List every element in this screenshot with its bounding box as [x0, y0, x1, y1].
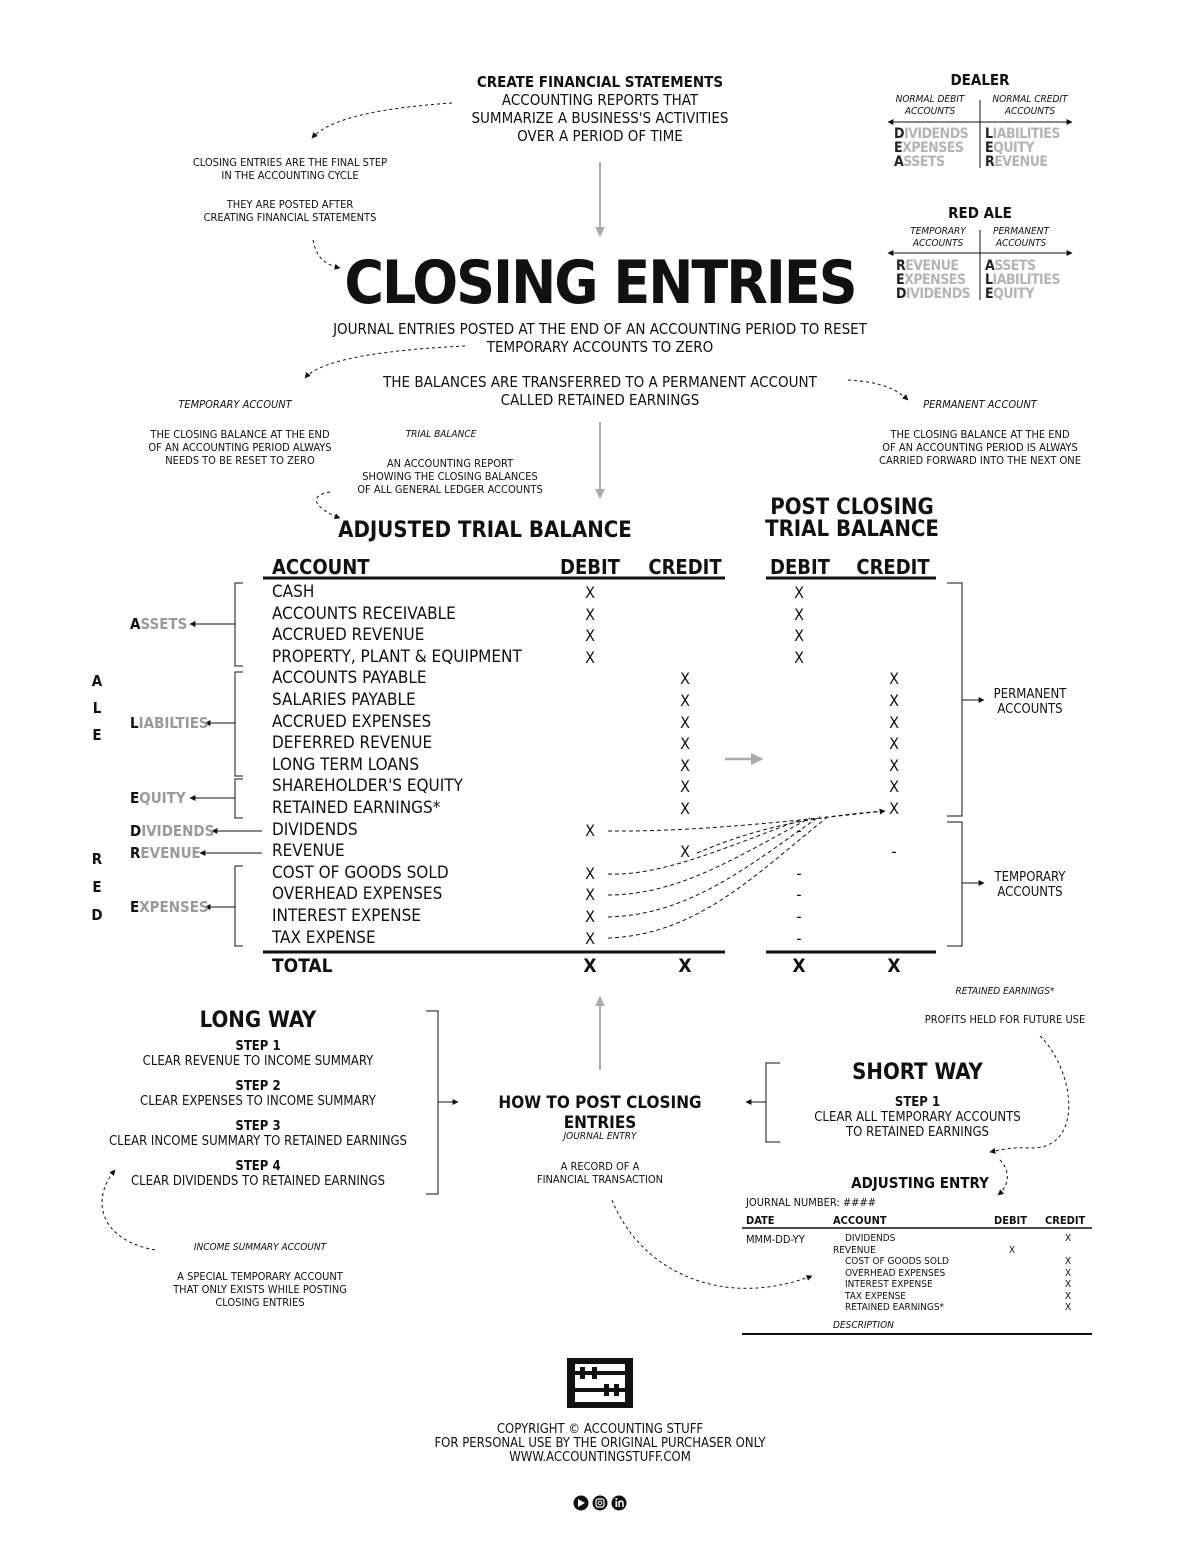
- adj-credit: X: [1065, 1256, 1072, 1267]
- pctb-title: [752, 497, 952, 541]
- adj-account: DIVIDENDS: [845, 1233, 896, 1244]
- mnemo-item: EQUITY: [985, 286, 1034, 302]
- long-way-title: LONG WAY: [199, 1008, 317, 1033]
- ale-mnemonic: [88, 668, 106, 749]
- adjusting-entry-title: ADJUSTING ENTRY: [851, 1174, 989, 1192]
- note-line: THE CLOSING BALANCE AT THE END: [890, 428, 1070, 441]
- step-label: STEP 1: [235, 1039, 281, 1054]
- adj-credit: X: [1065, 1279, 1072, 1290]
- adj-credit: X: [1065, 1233, 1072, 1244]
- mnemo-item: REVENUE: [896, 258, 959, 274]
- label-line: ACCOUNTS: [997, 702, 1063, 717]
- note-line: OF AN ACCOUNTING PERIOD IS ALWAYS: [882, 441, 1078, 454]
- note-line: OF AN ACCOUNTING PERIOD ALWAYS: [148, 441, 332, 454]
- post-credit-mark: X: [889, 734, 899, 754]
- account-name: ACCRUED REVENUE: [272, 625, 425, 646]
- total-post-debit: X: [792, 955, 806, 977]
- social-icons: [574, 1496, 627, 1511]
- pctb-title-line: TRIAL BALANCE: [765, 517, 939, 542]
- dealer-left-head: [882, 94, 978, 118]
- journal-entry-note: [510, 1160, 690, 1186]
- col-debit: DEBIT: [560, 555, 620, 579]
- account-name: ACCOUNTS PAYABLE: [272, 668, 427, 689]
- account-name: DIVIDENDS: [272, 819, 358, 840]
- note-line: A SPECIAL TEMPORARY ACCOUNT: [177, 1270, 343, 1283]
- atb-title: ADJUSTED TRIAL BALANCE: [338, 518, 632, 543]
- retained-note-label: RETAINED EARNINGS*: [955, 986, 1055, 997]
- adj-account: RETAINED EARNINGS*: [845, 1302, 945, 1313]
- adj-credit: X: [1065, 1302, 1072, 1313]
- total-debit: X: [583, 955, 597, 977]
- account-name: LONG TERM LOANS: [272, 754, 420, 775]
- post-credit-mark: X: [889, 712, 899, 732]
- adj-account: INTEREST EXPENSE: [845, 1279, 933, 1290]
- debit-mark: X: [585, 907, 595, 926]
- dealer-right-list: [985, 127, 1060, 169]
- note-line: NEEDS TO BE RESET TO ZERO: [165, 454, 315, 467]
- credit-mark: X: [680, 712, 690, 732]
- license-line: FOR PERSONAL USE BY THE ORIGINAL PURCHASER ONLY: [434, 1436, 766, 1451]
- mnemo-letter: A: [91, 672, 103, 690]
- adj-account: COST OF GOODS SOLD: [845, 1256, 949, 1267]
- post-credit-mark: X: [889, 691, 899, 710]
- mnemo-item: LIABILITIES: [985, 126, 1060, 142]
- dealer-left-list: [894, 127, 968, 169]
- income-summary-label: INCOME SUMMARY ACCOUNT: [193, 1242, 327, 1253]
- revenue-label: REVENUE: [130, 844, 201, 862]
- label-line: ACCOUNTS: [997, 885, 1063, 900]
- account-name: ACCRUED EXPENSES: [272, 711, 432, 732]
- note-line: IN THE ACCOUNTING CYCLE: [221, 169, 359, 182]
- temporary-account-label: TEMPORARY ACCOUNT: [178, 398, 292, 411]
- adj-description: DESCRIPTION: [833, 1320, 894, 1331]
- debit-mark: X: [585, 626, 595, 646]
- account-name: ACCOUNTS RECEIVABLE: [272, 603, 456, 624]
- definition: [290, 320, 910, 356]
- debit-mark: X: [585, 863, 595, 883]
- create-statements-block: [430, 73, 770, 145]
- retained-note-text: PROFITS HELD FOR FUTURE USE: [924, 1013, 1086, 1026]
- long-way-block: [88, 1007, 428, 1189]
- label-line: TEMPORARY: [994, 870, 1066, 885]
- equity-label: EQUITY: [130, 789, 186, 807]
- note-line: SHOWING THE CLOSING BALANCES: [362, 470, 538, 483]
- post-debit-mark: -: [796, 928, 802, 948]
- post-debit-mark: -: [796, 863, 802, 883]
- debit-mark: X: [585, 604, 595, 624]
- step-label: STEP 1: [894, 1095, 941, 1110]
- debit-mark: X: [585, 647, 595, 667]
- mnemo-item: LIABILITIES: [985, 272, 1060, 288]
- mnemo-item: DIVIDENDS: [896, 286, 971, 302]
- account-name: TAX EXPENSE: [272, 927, 376, 948]
- post-credit-mark: -: [891, 842, 897, 862]
- head-line: PERMANENT: [993, 226, 1049, 237]
- transfer-line: THE BALANCES ARE TRANSFERRED TO A PERMANENT ACCOUNT: [383, 373, 817, 391]
- credit-mark: X: [680, 755, 690, 775]
- account-name: SHAREHOLDER'S EQUITY: [272, 776, 463, 797]
- post-debit-mark: X: [794, 583, 804, 602]
- col-post-debit: DEBIT: [770, 555, 830, 579]
- account-name: OVERHEAD EXPENSES: [272, 884, 443, 905]
- head-line: ACCOUNTS: [1004, 106, 1056, 117]
- redale-title: RED ALE: [948, 204, 1012, 222]
- credit-mark: X: [680, 842, 690, 862]
- mnemo-item: EXPENSES: [894, 140, 964, 156]
- short-way-block: [790, 1059, 1045, 1140]
- credit-mark: X: [680, 691, 690, 710]
- step-text: CLEAR INCOME SUMMARY TO RETAINED EARNINGS: [109, 1134, 407, 1149]
- head-line: ACCOUNTS: [912, 238, 964, 249]
- definition-line: JOURNAL ENTRIES POSTED AT THE END OF AN ACCOUNTING PERIOD TO RESET: [333, 320, 867, 338]
- how-to-post-title: HOW TO POST CLOSING ENTRIES: [498, 1093, 702, 1133]
- mnemo-item: EXPENSES: [896, 272, 966, 288]
- adj-col-date: DATE: [746, 1214, 775, 1227]
- note-line: CLOSING ENTRIES: [215, 1296, 305, 1309]
- redale-left-head: [890, 226, 986, 250]
- mnemo-item: ASSETS: [985, 258, 1036, 274]
- instagram-icon: [593, 1496, 608, 1511]
- note-line: A RECORD OF A: [560, 1160, 640, 1173]
- mnemo-letter: E: [92, 726, 102, 744]
- dealer-right-head: [982, 94, 1078, 118]
- post-debit-mark: -: [796, 885, 802, 905]
- mnemo-item: REVENUE: [985, 154, 1048, 170]
- account-name: CASH: [272, 582, 315, 602]
- account-name: INTEREST EXPENSE: [272, 906, 421, 926]
- credit-mark: X: [680, 734, 690, 754]
- transfer-note: [350, 373, 850, 409]
- definition-line: TEMPORARY ACCOUNTS TO ZERO: [486, 338, 714, 356]
- mnemo-letter: E: [92, 878, 102, 896]
- redale-left-list: [896, 259, 970, 301]
- permanent-account-note: [855, 428, 1105, 467]
- journal-entry-label: JOURNAL ENTRY: [563, 1131, 637, 1142]
- dealer-title: DEALER: [950, 71, 1010, 89]
- copyright-line: COPYRIGHT © ACCOUNTING STUFF: [496, 1422, 704, 1437]
- mnemo-letter: R: [91, 850, 103, 868]
- note-line: CLOSING ENTRIES ARE THE FINAL STEP: [192, 156, 388, 169]
- liabilities-label: LIABILTIES: [130, 714, 209, 732]
- head-line: TEMPORARY: [910, 226, 966, 237]
- website-link[interactable]: WWW.ACCOUNTINGSTUFF.COM: [509, 1450, 691, 1465]
- head-line: NORMAL CREDIT: [992, 94, 1068, 105]
- note-line: CREATING FINANCIAL STATEMENTS: [203, 211, 377, 224]
- pctb-title-line: POST CLOSING: [770, 495, 934, 520]
- post-debit-mark: X: [794, 647, 804, 667]
- closing-note-1: [160, 156, 420, 182]
- mnemo-item: EQUITY: [985, 140, 1034, 156]
- head-line: ACCOUNTS: [995, 238, 1047, 249]
- assets-label: ASSETS: [130, 615, 188, 633]
- post-credit-mark: X: [889, 799, 899, 818]
- post-debit-mark: X: [794, 604, 804, 624]
- redale-right-list: [985, 259, 1060, 301]
- adj-account: OVERHEAD EXPENSES: [845, 1267, 946, 1279]
- adj-account: REVENUE: [833, 1244, 876, 1256]
- note-line: CARRIED FORWARD INTO THE NEXT ONE: [879, 454, 1081, 467]
- mnemo-letter: L: [92, 699, 102, 717]
- short-way-title: SHORT WAY: [852, 1060, 983, 1085]
- credit-mark: X: [680, 799, 690, 818]
- trial-balance-label: TRIAL BALANCE: [405, 429, 477, 440]
- account-name: DEFERRED REVENUE: [272, 733, 433, 754]
- col-credit: CREDIT: [648, 555, 722, 579]
- create-title: CREATE FINANCIAL STATEMENTS: [476, 73, 724, 91]
- dividends-label: DIVIDENDS: [130, 822, 215, 840]
- post-credit-mark: X: [889, 777, 899, 797]
- step-text: CLEAR REVENUE TO INCOME SUMMARY: [142, 1054, 374, 1069]
- col-account: ACCOUNT: [272, 555, 370, 579]
- trial-balance-note: [330, 457, 570, 496]
- post-credit-mark: X: [889, 669, 899, 689]
- expenses-label: EXPENSES: [130, 898, 209, 916]
- post-credit-mark: X: [889, 755, 899, 775]
- total-credit: X: [678, 955, 692, 977]
- permanent-account-label: PERMANENT ACCOUNT: [923, 398, 1037, 411]
- step-text: TO RETAINED EARNINGS: [846, 1125, 989, 1140]
- mnemo-letter: D: [91, 906, 103, 924]
- create-line: SUMMARIZE A BUSINESS'S ACTIVITIES: [471, 109, 729, 127]
- note-line: THEY ARE POSTED AFTER: [226, 198, 354, 211]
- mnemo-item: DIVIDENDS: [894, 126, 969, 142]
- account-name: PROPERTY, PLANT & EQUIPMENT: [272, 646, 522, 667]
- step-text: CLEAR DIVIDENDS TO RETAINED EARNINGS: [130, 1174, 386, 1189]
- page-title: CLOSING ENTRIES: [344, 248, 856, 318]
- abacus-logo: [567, 1358, 633, 1408]
- adj-col-credit: CREDIT: [1045, 1214, 1086, 1227]
- head-line: ACCOUNTS: [904, 106, 956, 117]
- account-name: REVENUE: [272, 841, 345, 862]
- create-line: ACCOUNTING REPORTS THAT: [501, 91, 699, 109]
- debit-mark: X: [585, 583, 595, 602]
- journal-number: JOURNAL NUMBER: ####: [746, 1196, 877, 1209]
- note-line: FINANCIAL TRANSACTION: [536, 1173, 664, 1186]
- account-name: COST OF GOODS SOLD: [272, 862, 449, 883]
- total-label: TOTAL: [272, 955, 333, 977]
- note-line: OF ALL GENERAL LEDGER ACCOUNTS: [357, 483, 543, 496]
- step-text: CLEAR ALL TEMPORARY ACCOUNTS: [814, 1110, 1021, 1125]
- footer: [350, 1423, 850, 1465]
- adj-date: MMM-DD-YY: [746, 1233, 805, 1246]
- note-line: AN ACCOUNTING REPORT: [386, 457, 514, 470]
- col-post-credit: CREDIT: [856, 555, 930, 579]
- note-line: THAT ONLY EXISTS WHILE POSTING: [173, 1283, 347, 1296]
- label-line: PERMANENT: [993, 687, 1067, 702]
- adj-account: TAX EXPENSE: [845, 1290, 906, 1302]
- adj-debit: X: [1009, 1244, 1016, 1256]
- credit-mark: X: [680, 777, 690, 797]
- red-mnemonic: [88, 845, 106, 929]
- mnemo-item: ASSETS: [894, 154, 945, 170]
- head-line: NORMAL DEBIT: [895, 94, 965, 105]
- account-name: SALARIES PAYABLE: [272, 690, 416, 710]
- account-name: RETAINED EARNINGS*: [272, 798, 441, 818]
- post-debit-mark: X: [794, 626, 804, 646]
- create-line: OVER A PERIOD OF TIME: [517, 127, 683, 145]
- income-summary-note: [140, 1270, 380, 1309]
- debit-mark: X: [585, 928, 595, 948]
- adj-col-debit: DEBIT: [994, 1214, 1027, 1227]
- debit-mark: X: [585, 885, 595, 905]
- step-text: CLEAR EXPENSES TO INCOME SUMMARY: [140, 1094, 376, 1109]
- closing-note-2: [160, 198, 420, 224]
- adj-credit: X: [1065, 1267, 1072, 1279]
- step-label: STEP 4: [235, 1159, 281, 1174]
- permanent-accounts-label: [982, 687, 1078, 717]
- redale-right-head: [973, 226, 1069, 250]
- transfer-line: CALLED RETAINED EARNINGS: [500, 391, 700, 409]
- debit-mark: X: [585, 820, 595, 840]
- total-post-credit: X: [887, 955, 901, 977]
- post-debit-mark: -: [796, 907, 802, 926]
- note-line: THE CLOSING BALANCE AT THE END: [150, 428, 330, 441]
- step-label: STEP 2: [235, 1079, 281, 1094]
- adj-col-account: ACCOUNT: [833, 1214, 887, 1227]
- step-label: STEP 3: [235, 1119, 281, 1134]
- post-debit-mark: -: [796, 820, 802, 840]
- temporary-accounts-label: [982, 870, 1078, 900]
- credit-mark: X: [680, 669, 690, 689]
- adj-credit: X: [1065, 1290, 1072, 1302]
